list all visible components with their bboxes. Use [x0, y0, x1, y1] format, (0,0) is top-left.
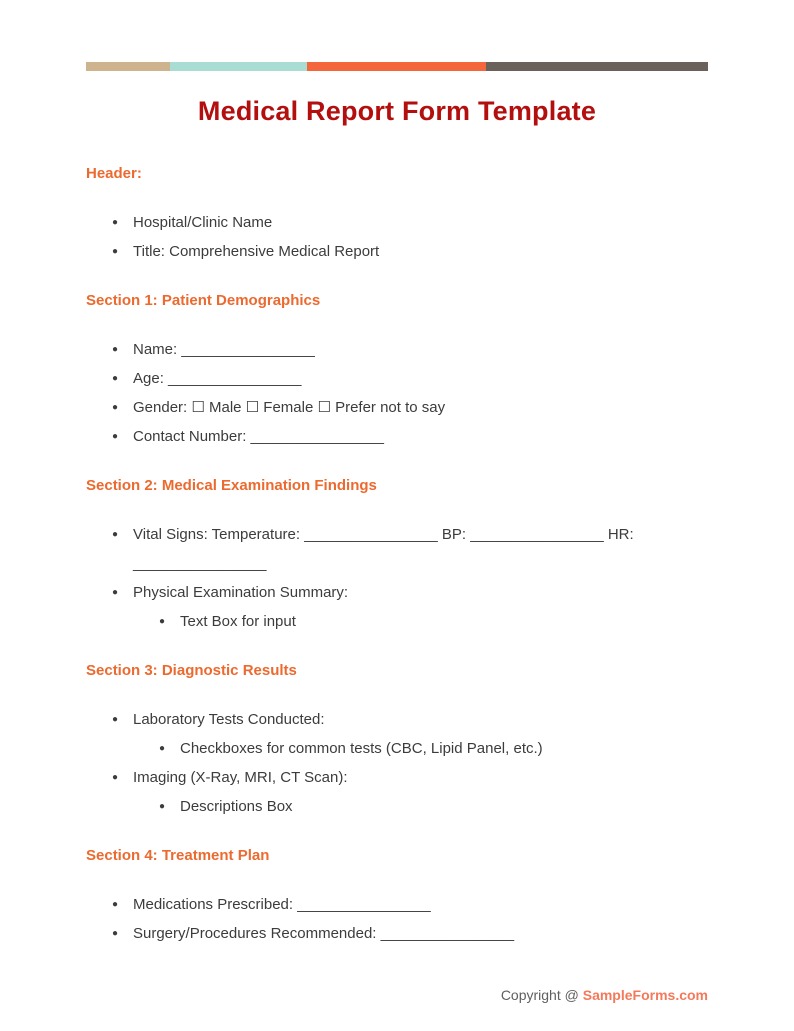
stripe-segment-dark — [486, 62, 708, 71]
list-item — [86, 919, 708, 948]
bullet-icon: ● — [159, 743, 166, 754]
section-patient-demographics — [86, 286, 708, 451]
gender-checkbox-line: Gender: ☐ Male ☐ Female ☐ Prefer not to say — [133, 399, 446, 416]
bullet-icon: ● — [112, 217, 119, 228]
section-heading: Section 3: Diagnostic Results — [86, 662, 297, 679]
list-item — [86, 890, 708, 919]
list-item — [86, 705, 708, 734]
checkboxes-note: Checkboxes for common tests (CBC, Lipid Panel, etc.) — [180, 740, 543, 757]
list-item — [86, 208, 708, 237]
imaging-label: Imaging (X-Ray, MRI, CT Scan): — [133, 769, 348, 786]
section-heading: Header: — [86, 165, 142, 182]
list-item — [86, 393, 708, 422]
section-header — [86, 159, 708, 266]
bullet-list — [86, 520, 708, 636]
list-subitem — [86, 792, 708, 821]
footer — [501, 985, 708, 1005]
list-subitem — [86, 734, 708, 763]
descriptions-box-note: Descriptions Box — [180, 798, 293, 815]
bullet-icon: ● — [112, 431, 119, 442]
list-item — [86, 422, 708, 451]
list-subitem — [86, 607, 708, 636]
section-diagnostic-results — [86, 656, 708, 821]
section-heading: Section 4: Treatment Plan — [86, 847, 270, 864]
bullet-icon: ● — [112, 899, 119, 910]
section-heading: Section 1: Patient Demographics — [86, 292, 321, 309]
age-field-line: Age: ________________ — [133, 370, 302, 387]
decorative-stripe — [86, 62, 708, 71]
bullet-icon: ● — [112, 587, 119, 598]
bullet-icon: ● — [112, 714, 119, 725]
page-title: Medical Report Form Template — [197, 96, 597, 126]
bullet-icon: ● — [112, 529, 119, 540]
bullet-icon: ● — [112, 772, 119, 783]
stripe-segment-tan — [86, 62, 170, 71]
text-box-note: Text Box for input — [180, 613, 296, 630]
contact-number-field-line: Contact Number: ________________ — [133, 428, 385, 445]
stripe-segment-orange — [307, 62, 486, 71]
physical-examination-summary-label: Physical Examination Summary: — [133, 584, 349, 601]
bullet-list — [86, 208, 708, 266]
list-item-text: Hospital/Clinic Name — [133, 214, 273, 231]
bullet-icon: ● — [112, 246, 119, 257]
section-medical-examination-findings — [86, 471, 708, 636]
medications-prescribed-field-line: Medications Prescribed: ________________ — [133, 896, 431, 913]
name-field-line: Name: ________________ — [133, 341, 315, 358]
bullet-list — [86, 890, 708, 948]
list-item — [86, 763, 708, 792]
surgery-procedures-field-line: Surgery/Procedures Recommended: ________________ — [133, 925, 515, 942]
bullet-icon: ● — [112, 344, 119, 355]
list-item — [86, 578, 708, 607]
bullet-icon: ● — [112, 402, 119, 413]
sampleforms-link[interactable]: SampleForms.com — [582, 987, 708, 1003]
bullet-icon: ● — [112, 373, 119, 384]
copyright-text: Copyright @ — [500, 987, 583, 1003]
laboratory-tests-label: Laboratory Tests Conducted: — [133, 711, 325, 728]
vital-signs-field-line: Vital Signs: Temperature: ________________ BP: ________________ HR: ________________ — [133, 526, 634, 572]
bullet-icon: ● — [159, 616, 166, 627]
list-item — [86, 364, 708, 393]
bullet-icon: ● — [159, 801, 166, 812]
section-treatment-plan — [86, 841, 708, 948]
list-item — [86, 237, 708, 266]
list-item — [86, 335, 708, 364]
stripe-segment-mint — [170, 62, 307, 71]
list-item-text: Title: Comprehensive Medical Report — [133, 243, 380, 260]
list-item — [86, 520, 708, 578]
bullet-list — [86, 705, 708, 821]
bullet-list — [86, 335, 708, 451]
section-heading: Section 2: Medical Examination Findings — [86, 477, 377, 494]
bullet-icon: ● — [112, 928, 119, 939]
